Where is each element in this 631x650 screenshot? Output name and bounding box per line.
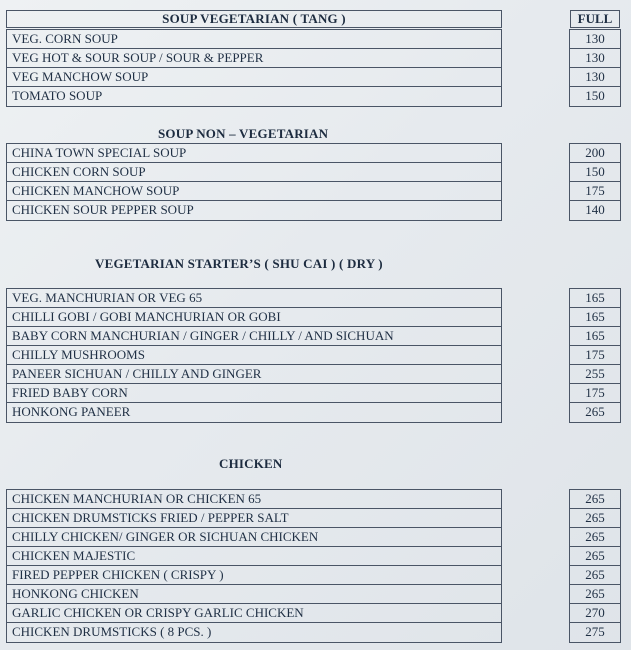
menu-item-price: 130	[570, 30, 620, 49]
menu-item-name: CHICKEN SOUR PEPPER SOUP	[12, 202, 194, 217]
menu-item-price: 270	[570, 604, 620, 623]
menu-item-price: 150	[570, 163, 620, 182]
menu-item-name: CHINA TOWN SPECIAL SOUP	[7, 144, 501, 163]
menu-item-price: 265	[570, 528, 620, 547]
section-items-soup-vegetarian	[6, 29, 502, 107]
menu-item-price: 265	[570, 566, 620, 585]
menu-item-name: CHICKEN MAJESTIC	[7, 547, 501, 566]
menu-item-name: CHICKEN MANCHURIAN OR CHICKEN 65	[7, 490, 501, 509]
menu-item-name: CHILLY MUSHROOMS	[7, 346, 501, 365]
menu-item-price: 255	[570, 365, 620, 384]
section-title-box	[6, 10, 502, 28]
menu-item-name: BABY CORN MANCHURIAN / GINGER / CHILLY / AND SICHUAN	[7, 327, 501, 346]
menu-item-price: 150	[585, 88, 605, 103]
menu-item-name: CHILLI GOBI / GOBI MANCHURIAN OR GOBI	[7, 308, 501, 327]
menu-item-name: HONKONG CHICKEN	[7, 585, 501, 604]
menu-item-name: VEG HOT & SOUR SOUP / SOUR & PEPPER	[7, 49, 501, 68]
section-heading-soup-non-vegetarian: SOUP NON – VEGETARIAN	[158, 126, 329, 141]
menu-item-price: 140	[585, 202, 605, 217]
section-prices-soup-non-vegetarian	[569, 143, 621, 221]
menu-item-price: 265	[570, 547, 620, 566]
menu-item-price: 130	[570, 68, 620, 87]
menu-item-name: VEG. CORN SOUP	[7, 30, 501, 49]
menu-item-price: 165	[570, 308, 620, 327]
menu-item-price: 200	[570, 144, 620, 163]
menu-item-price: 265	[570, 509, 620, 528]
menu-item-name: VEG MANCHOW SOUP	[7, 68, 501, 87]
section-heading-vegetarian-starters: VEGETARIAN STARTER’S ( SHU CAI ) ( DRY )	[95, 256, 383, 271]
menu-item-name: CHICKEN DRUMSTICKS ( 8 PCS. )	[12, 624, 212, 639]
menu-item-price: 175	[570, 384, 620, 403]
menu-item-name: FRIED BABY CORN	[7, 384, 501, 403]
menu-item-name: FIRED PEPPER CHICKEN ( CRISPY )	[7, 566, 501, 585]
menu-item-price: 175	[570, 182, 620, 201]
section-items-chicken	[6, 489, 502, 643]
menu-item-name: CHILLY CHICKEN/ GINGER OR SICHUAN CHICKEN	[7, 528, 501, 547]
menu-item-price: 275	[585, 624, 605, 639]
section-prices-soup-vegetarian	[569, 29, 621, 107]
menu-item-price: 265	[570, 585, 620, 604]
section-items-soup-non-vegetarian	[6, 143, 502, 221]
section-heading-chicken: CHICKEN	[219, 456, 283, 471]
menu-item-price: 265	[585, 404, 605, 419]
section-prices-chicken	[569, 489, 621, 643]
menu-item-name: CHICKEN CORN SOUP	[7, 163, 501, 182]
price-column-header: FULL	[570, 10, 620, 28]
menu-item-name: TOMATO SOUP	[12, 88, 103, 103]
menu-item-price: 165	[570, 327, 620, 346]
menu-item-name: HONKONG PANEER	[12, 404, 131, 419]
section-items-vegetarian-starters	[6, 288, 502, 423]
menu-item-name: CHICKEN MANCHOW SOUP	[7, 182, 501, 201]
section-prices-vegetarian-starters	[569, 288, 621, 423]
menu-item-name: VEG. MANCHURIAN OR VEG 65	[7, 289, 501, 308]
menu-item-price: 165	[570, 289, 620, 308]
menu-item-price: 265	[570, 490, 620, 509]
menu-item-price: 175	[570, 346, 620, 365]
menu-item-name: GARLIC CHICKEN OR CRISPY GARLIC CHICKEN	[7, 604, 501, 623]
menu-item-name: PANEER SICHUAN / CHILLY AND GINGER	[7, 365, 501, 384]
menu-item-price: 130	[570, 49, 620, 68]
section-heading-soup-vegetarian: SOUP VEGETARIAN ( TANG )	[162, 11, 346, 26]
menu-item-name: CHICKEN DRUMSTICKS FRIED / PEPPER SALT	[7, 509, 501, 528]
